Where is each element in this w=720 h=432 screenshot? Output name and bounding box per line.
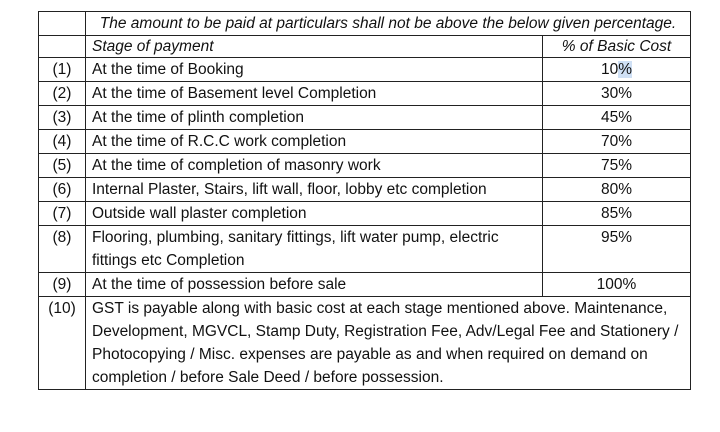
table-row — [39, 178, 691, 202]
stage-cell: Flooring, plumbing, sanitary fittings, lift water pump, electric fittings etc Completion — [86, 226, 543, 273]
text-selection-highlight: % — [618, 61, 633, 78]
table-row — [39, 154, 691, 178]
row-number: (5) — [39, 154, 86, 178]
row-number: (2) — [39, 82, 86, 106]
percent-cell: 100% — [543, 273, 691, 297]
percent-cell: 95% — [543, 226, 691, 273]
stage-cell: At the time of possession before sale — [86, 273, 543, 297]
percent-cell: 45% — [543, 106, 691, 130]
intro-text: The amount to be paid at particulars shall not be above the below given percentage. — [86, 12, 691, 36]
row-number: (7) — [39, 202, 86, 226]
percent-cell: 85% — [543, 202, 691, 226]
table-row — [39, 130, 691, 154]
table-row — [39, 82, 691, 106]
table-row — [39, 226, 691, 273]
percent-cell: 80% — [543, 178, 691, 202]
stage-cell: At the time of completion of masonry work — [86, 154, 543, 178]
blank-cell — [39, 36, 86, 58]
row-number: (6) — [39, 178, 86, 202]
stage-cell: At the time of R.C.C work completion — [86, 130, 543, 154]
stage-cell: Outside wall plaster completion — [86, 202, 543, 226]
stage-cell: Internal Plaster, Stairs, lift wall, floor, lobby etc completion — [86, 178, 543, 202]
row-number: (3) — [39, 106, 86, 130]
row-number: (1) — [39, 58, 86, 82]
row-number: (10) — [39, 297, 86, 390]
note-row — [39, 297, 691, 390]
header-row — [39, 36, 691, 58]
payment-schedule-table — [38, 11, 691, 390]
percent-cell: 75% — [543, 154, 691, 178]
stage-cell: At the time of Booking — [86, 58, 543, 82]
percent-cell: 30% — [543, 82, 691, 106]
table-row — [39, 273, 691, 297]
stage-cell: At the time of plinth completion — [86, 106, 543, 130]
percent-cell — [543, 58, 691, 82]
row-number: (8) — [39, 226, 86, 273]
percent-header: % of Basic Cost — [543, 36, 691, 58]
percent-cell: 70% — [543, 130, 691, 154]
row-number: (9) — [39, 273, 86, 297]
percent-value: 10 — [600, 61, 619, 78]
blank-cell — [39, 12, 86, 36]
intro-row — [39, 12, 691, 36]
stage-cell: At the time of Basement level Completion — [86, 82, 543, 106]
row-number: (4) — [39, 130, 86, 154]
stage-header: Stage of payment — [86, 36, 543, 58]
note-text: GST is payable along with basic cost at each stage mentioned above. Maintenance, Development, MGVCL, Stamp Duty, Registration Fee, Adv/Legal Fee and Stationery / Photocopying / Misc. expenses are payable as and when required on demand on completion / before Sale Deed / before possession. — [86, 297, 691, 390]
table-row — [39, 106, 691, 130]
table-row — [39, 202, 691, 226]
table-row — [39, 58, 691, 82]
